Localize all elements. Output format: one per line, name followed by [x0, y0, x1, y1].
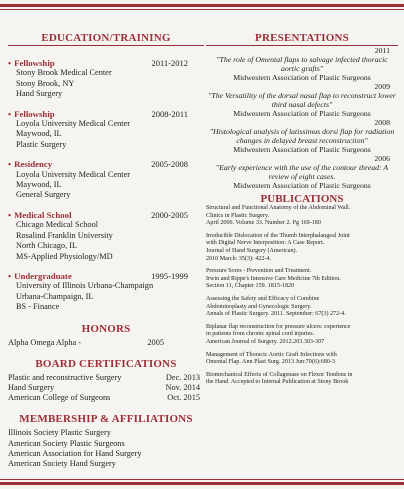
certification-name: American College of Surgeons: [8, 393, 111, 403]
education-title-text: Fellowship: [14, 58, 55, 68]
education-item-header: [8, 271, 204, 281]
education-years: 2005-2008: [151, 159, 188, 170]
certification-row: [8, 383, 204, 393]
presentation-year: 2009: [374, 82, 390, 91]
education-title-text: Fellowship: [14, 108, 55, 119]
bullet-icon: •: [8, 209, 12, 220]
publication-line: in patients from chronic spinal cord injuries.: [206, 331, 315, 338]
education-detail: Maywood, IL: [16, 129, 62, 139]
education-item-header: [8, 58, 204, 68]
bottom-border: [0, 482, 404, 485]
top-border-thin: [0, 9, 404, 10]
publication-line: Omental Flap. Ann Plast Surg. 2013 Jun:70(6):680-3: [206, 359, 335, 366]
presentation-title: "Early experience with the use of the contour thread: A review of eight cases.: [215, 163, 389, 181]
certification-date: Nov. 2014: [165, 382, 200, 392]
bottom-border-thin: [0, 479, 404, 480]
bullet-icon: •: [8, 159, 12, 170]
publication-line: Irwin and Rippe's Intensive Care Medicine 7th Edition.: [206, 275, 341, 282]
education-title: [8, 109, 55, 119]
publication-item: [206, 324, 398, 347]
education-years: 2011-2012: [151, 58, 188, 68]
education-detail: General Surgery: [16, 190, 71, 200]
top-border: [0, 4, 404, 7]
education-detail: Urbana-Champaign, IL: [16, 291, 94, 301]
education-detail: Rosalind Franklin University: [16, 230, 113, 240]
honor-name: Alpha Omega Alpha -: [8, 337, 82, 347]
publication-line: Clinics in Plastic Surgery.: [206, 212, 270, 219]
publication-line: Biomechanical Effects of Collagenase on Flexor Tendons in: [206, 371, 353, 378]
right-column: [206, 32, 398, 392]
certification-name: Hand Surgery: [8, 382, 55, 392]
certification-name: Plastic and reconstructive Surgery: [8, 372, 122, 382]
education-item: [8, 58, 204, 100]
membership-item: Illinois Society Plastic Surgery: [8, 428, 111, 438]
education-detail: North Chicago, IL: [16, 241, 78, 251]
membership-item: American Association for Hand Surgery: [8, 448, 142, 458]
education-item: [8, 109, 204, 151]
publication-line: Management of Thoracic Aortic Graft Infections with: [206, 351, 337, 358]
presentation-venue: Midwestern Association of Plastic Surgeons: [233, 109, 371, 118]
certifications-section: [8, 358, 204, 404]
presentation-venue: Midwestern Association of Plastic Surgeons: [233, 181, 371, 190]
presentation-year: 2006: [374, 154, 390, 163]
presentation-venue: Midwestern Association of Plastic Surgeons: [233, 73, 371, 82]
left-column: [8, 32, 204, 469]
publication-line: Annals of Plastic Surgery. 2011. September: 67(3) 272-4.: [206, 311, 346, 318]
education-rule: [8, 45, 204, 46]
education-title: [8, 58, 55, 68]
publication-line: Journal of Hand Surgery (American).: [206, 247, 298, 254]
publication-line: April 2006. Volume 33. Number 2. Pg 169-180: [206, 220, 321, 227]
publication-item: [206, 233, 398, 263]
education-heading: EDUCATION/TRAINING: [41, 32, 171, 44]
publication-item: [206, 372, 398, 387]
publication-item: [206, 268, 398, 291]
presentation-title: "The role of Omental flaps to salvage infected thoracic aortic grafts": [216, 55, 388, 73]
education-title-text: Medical School: [14, 209, 72, 220]
membership-item: American Society Plastic Surgeons: [8, 438, 125, 448]
honors-heading: HONORS: [81, 322, 131, 335]
education-years: 2000-2005: [151, 209, 188, 220]
presentations-list: [206, 46, 398, 190]
publication-line: Assessing the Safety and Efficacy of Combine: [206, 295, 320, 302]
education-item: [8, 210, 204, 262]
memberships-heading: MEMBERSHIP & AFFILIATIONS: [19, 413, 193, 426]
bullet-icon: •: [8, 58, 12, 68]
bullet-icon: •: [8, 270, 12, 281]
honor-row: [8, 338, 204, 348]
publication-line: Abdominoplasty and Gynecologic Surgery.: [206, 303, 312, 310]
publication-line: 2010 March: 35(3): 422-4.: [206, 255, 271, 262]
publication-line: Pressure Sores - Prevention and Treatment.: [206, 268, 312, 275]
education-title-text: Undergraduate: [14, 270, 72, 281]
certification-row: [8, 393, 204, 403]
membership-item: American Society Hand Surgery: [8, 458, 116, 468]
certification-date: Oct. 2015: [167, 393, 200, 403]
memberships-section: [8, 413, 204, 469]
certifications-heading: BOARD CERTIFICATIONS: [35, 357, 177, 370]
education-detail: Plastic Surgery: [16, 139, 67, 149]
education-years: 1995-1999: [151, 270, 188, 281]
publication-line: American Journal of Surgery. 2012.203.303-307: [206, 338, 325, 345]
publication-item: [206, 296, 398, 319]
education-detail: University of Illinois Urbana-Champaign: [16, 281, 154, 291]
education-title: [8, 271, 72, 281]
publications-list: [206, 205, 398, 387]
education-detail: Loyola University Medical Center: [16, 169, 131, 179]
publication-line: Biplanar flap reconstruction for pressure ulcers: experience: [206, 323, 351, 330]
publication-line: the Hand. Accepted to Internal Publication at Stony Brook: [206, 379, 349, 386]
education-detail: Chicago Medical School: [16, 220, 99, 230]
education-item-header: [8, 210, 204, 220]
presentation-title: "Histological analysis of latissimus dorsi flap for radiation changes in delayed breast reconstruction": [209, 127, 395, 145]
publication-item: [206, 352, 398, 367]
education-title-text: Residency: [14, 159, 53, 170]
publication-line: Irreducible Dislocation of the Thumb Interphalangeal Joint: [206, 232, 350, 239]
education-title: [8, 159, 52, 169]
publication-line: Section 11, Chapter 159. 1815-1820: [206, 283, 295, 290]
certification-date: Dec. 2013: [165, 372, 200, 382]
education-item: [8, 159, 204, 201]
presentation-year: 2008: [374, 118, 390, 127]
education-detail: Hand Surgery: [16, 89, 63, 99]
education-item-header: [8, 159, 204, 169]
education-detail: Maywood, IL: [16, 180, 62, 190]
education-item: [8, 271, 204, 313]
education-detail: Stony Brook, NY: [16, 78, 75, 88]
education-detail: MS-Applied Physiology/MD: [16, 251, 113, 261]
certification-row: [8, 373, 204, 383]
education-list: [8, 58, 204, 313]
publication-item: [206, 205, 398, 228]
honors-section: [8, 323, 204, 348]
publication-line: with Digital Nerve Interposition: A Case Report.: [206, 240, 325, 247]
education-detail: Stony Brook Medical Center: [16, 68, 112, 78]
education-years: 2008-2011: [151, 108, 188, 119]
education-detail: BS - Finance: [16, 302, 60, 312]
presentations-heading: PRESENTATIONS: [255, 32, 349, 44]
presentation-title: "The Versatility of the dorsal nasal flap to reconstruct lower third nasal defects": [208, 91, 396, 109]
education-detail: Loyola University Medical Center: [16, 119, 131, 129]
presentation-venue: Midwestern Association of Plastic Surgeons: [233, 145, 371, 154]
publication-line: Structural and Functional Anatomy of the Abdominal Wall.: [206, 205, 351, 211]
presentation-year: 2011: [374, 46, 390, 55]
bullet-icon: •: [8, 108, 12, 119]
honor-year: 2005: [147, 337, 164, 347]
education-item-header: [8, 109, 204, 119]
publications-heading: PUBLICATIONS: [260, 193, 344, 205]
education-title: [8, 210, 72, 220]
